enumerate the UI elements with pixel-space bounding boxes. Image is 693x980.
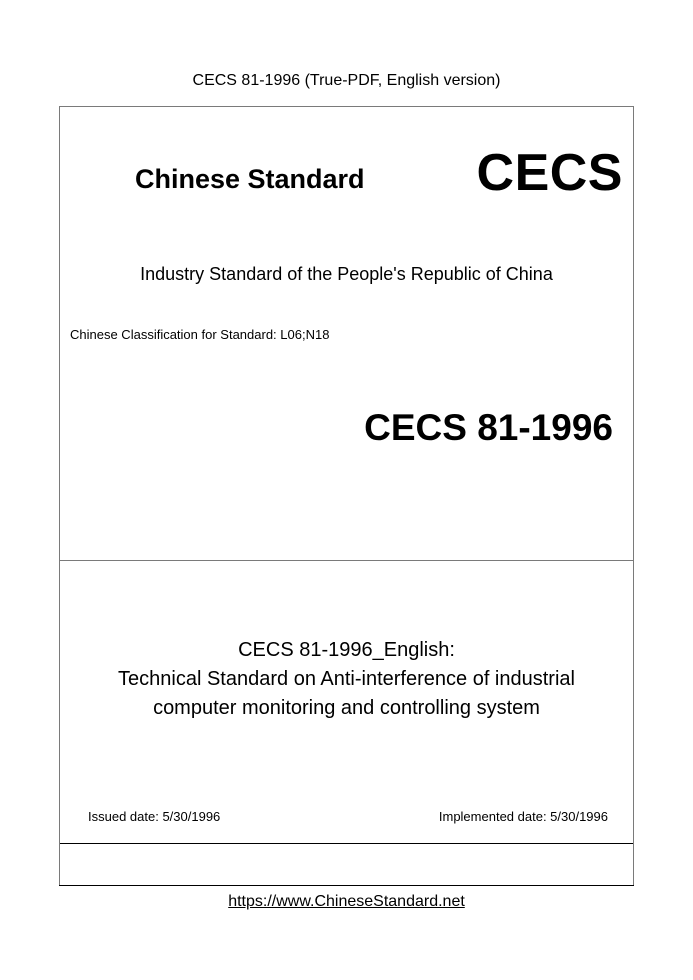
cover-frame [59,106,634,886]
implemented-date: Implemented date: 5/30/1996 [438,809,608,824]
standard-subtitle: Industry Standard of the People's Republic of China [140,264,553,284]
title-line-1: CECS 81-1996_English: [238,639,455,661]
brand-text: Chinese Standard [135,164,365,194]
issued-date: Issued date: 5/30/1996 [88,809,221,824]
website-link[interactable]: https://www.ChineseStandard.net [228,893,465,910]
title-line-3: computer monitoring and controlling system [153,697,540,719]
bottom-divider [60,843,633,844]
cecs-logo-text: CECS [476,144,623,202]
footer [0,893,693,911]
document-title [60,636,633,723]
title-line-2: Technical Standard on Anti-interference of industrial [118,668,575,690]
document-header: CECS 81-1996 (True-PDF, English version) [192,72,501,89]
standard-code: CECS 81-1996 [364,407,613,448]
frame-bottom-edge [59,885,634,886]
section-divider [60,560,633,561]
classification-text: Chinese Classification for Standard: L06;N18 [70,327,330,342]
